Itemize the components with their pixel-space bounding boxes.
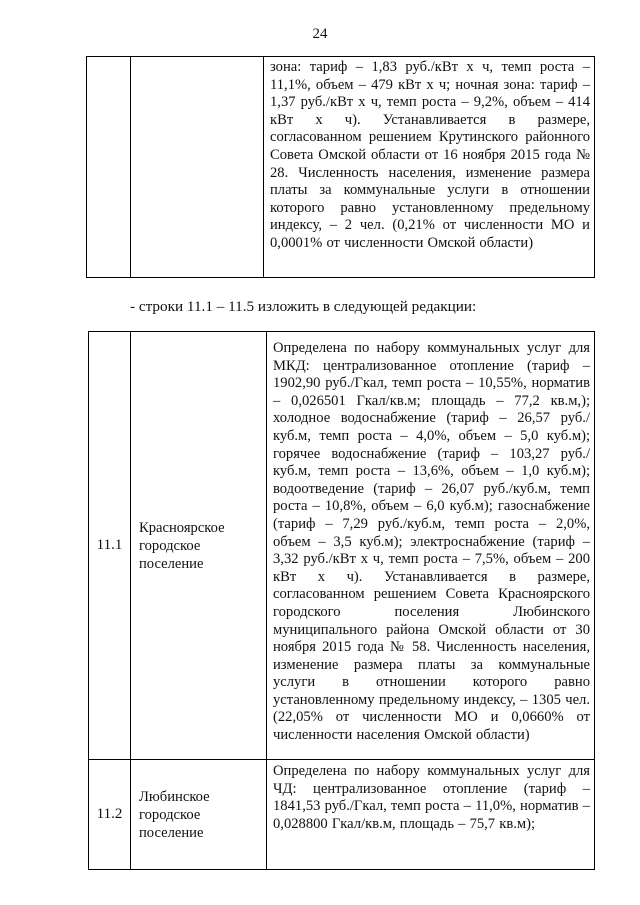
municipality-cell: [131, 57, 264, 278]
municipality-cell: [131, 760, 267, 870]
table-continued: [86, 56, 595, 278]
row-number-cell: 11.1: [89, 332, 131, 760]
edit-instruction: - строки 11.1 – 11.5 изложить в следующей редакции:: [130, 298, 477, 315]
municipality-name: Любинское городское поселение: [139, 788, 210, 841]
row-number-cell: [87, 57, 131, 278]
description-cell: [267, 332, 595, 760]
description-cell: [264, 57, 595, 278]
description-text: Определена по набору коммунальных услуг для ЧД: централизованное отопление (тариф – 1841,53 руб./Гкал, темп роста – 11,0%, норматив – 0,028800 Гкал/кв.м, площадь – 75,7 кв.м);: [273, 763, 590, 832]
municipality-cell: [131, 332, 267, 760]
page-number: 24: [312, 26, 328, 42]
table-row: [89, 332, 595, 760]
description-text: зона: тариф – 1,83 руб./кВт х ч, темп роста – 11,1%, объем – 479 кВт х ч; ночная зона: тариф – 1,37 руб./кВт х ч, темп роста – 9,2%, объем – 414 кВт х ч). Устанавливается в размере, согласованном решением Крутинского районного Совета Омской области от 16 ноября 2015 года № 28. Численность населения, изменение размера платы за коммунальные услуги в отношении которого равно установленному предельному индексу, – 2 чел. (0,21% от численности МО и 0,0001% от численности Омской области): [270, 59, 590, 251]
description-text: Определена по набору коммунальных услуг для МКД: централизованное отопление (тариф – 1902,90 руб./Гкал, темп роста – 10,55%, норматив – 0,026501 Гкал/кв.м; площадь – 77,2 кв.м,); холодное водоснабжение (тариф – 26,57 руб./куб.м, темп роста – 4,0%, объем – 5,0 куб.м); горячее водоснабжение (тариф – 103,27 руб./куб.м, темп роста – 13,6%, объем – 1,0 куб.м); водоотведение (тариф – 26,07 руб./куб.м, темп роста – 10,8%, объем – 6,0 куб.м); газоснабжение (тариф – 7,29 руб./куб.м, темп роста – 2,0%, объем – 3,5 куб.м); электроснабжение (тариф – 3,32 руб./кВт х ч, темп роста – 7,5%, объем – 200 кВт х ч). Устанавливается в размере, согласованном решением Совета Красноярского городского поселения Любинского муниципального района Омской области от 30 ноября 2015 года № 58. Численность населения, изменение размера платы за коммунальные услуги в отношении которого равно установленному предельному индексу, – 1305 чел. (22,05% от численности МО и 0,0660% от численности населения Омской области): [273, 340, 590, 744]
description-cell: [267, 760, 595, 870]
row-number-cell: 11.2: [89, 760, 131, 870]
municipality-name: Красноярское городское поселение: [139, 519, 225, 572]
utilities-table: [88, 331, 595, 870]
table-row: [89, 760, 595, 870]
table-row: [87, 57, 595, 278]
